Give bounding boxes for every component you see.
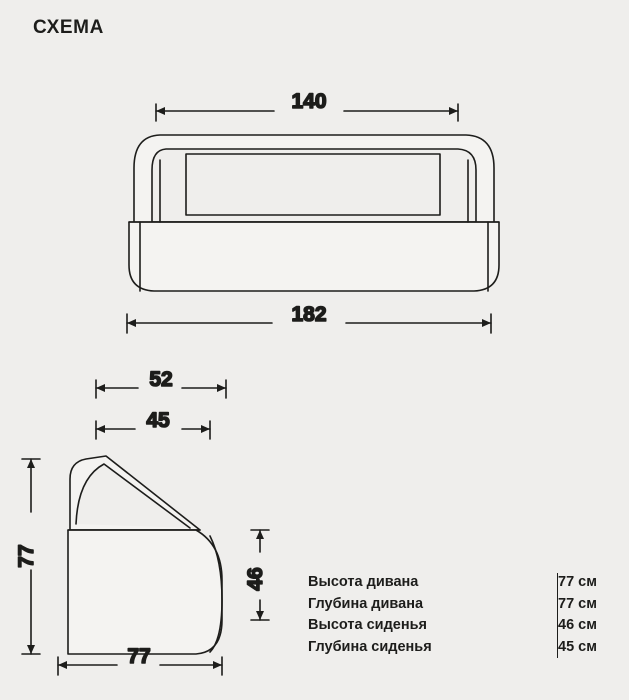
spec-label: Высота дивана	[308, 574, 419, 590]
side-top-inner-dimension-label: 45	[146, 409, 170, 432]
sofa-side-view-shape	[68, 456, 222, 654]
spec-row	[308, 594, 608, 616]
spec-table	[308, 572, 608, 658]
sofa-front-view-shape	[129, 135, 499, 291]
spec-label: Глубина сиденья	[308, 638, 432, 655]
side-seat-height-dimension-label: 46	[244, 567, 267, 591]
spec-value: 77 см	[558, 574, 597, 590]
spec-row	[308, 615, 608, 637]
side-bottom-dimension-label: 77	[127, 645, 151, 668]
front-bottom-dimension-label: 182	[291, 303, 327, 326]
spec-value: 46 см	[558, 617, 597, 633]
spec-label: Глубина дивана	[308, 595, 424, 612]
front-top-dimension-label: 140	[291, 90, 327, 113]
spec-divider	[557, 573, 558, 658]
spec-row	[308, 637, 608, 659]
spec-row	[308, 572, 608, 594]
spec-value: 45 см	[558, 638, 597, 655]
spec-value: 77 см	[558, 595, 597, 612]
side-top-outer-dimension-label: 52	[149, 368, 173, 391]
side-height-dimension-label: 77	[15, 544, 38, 568]
page-title: СХЕМА	[33, 17, 104, 38]
spec-label: Высота сиденья	[308, 617, 427, 633]
